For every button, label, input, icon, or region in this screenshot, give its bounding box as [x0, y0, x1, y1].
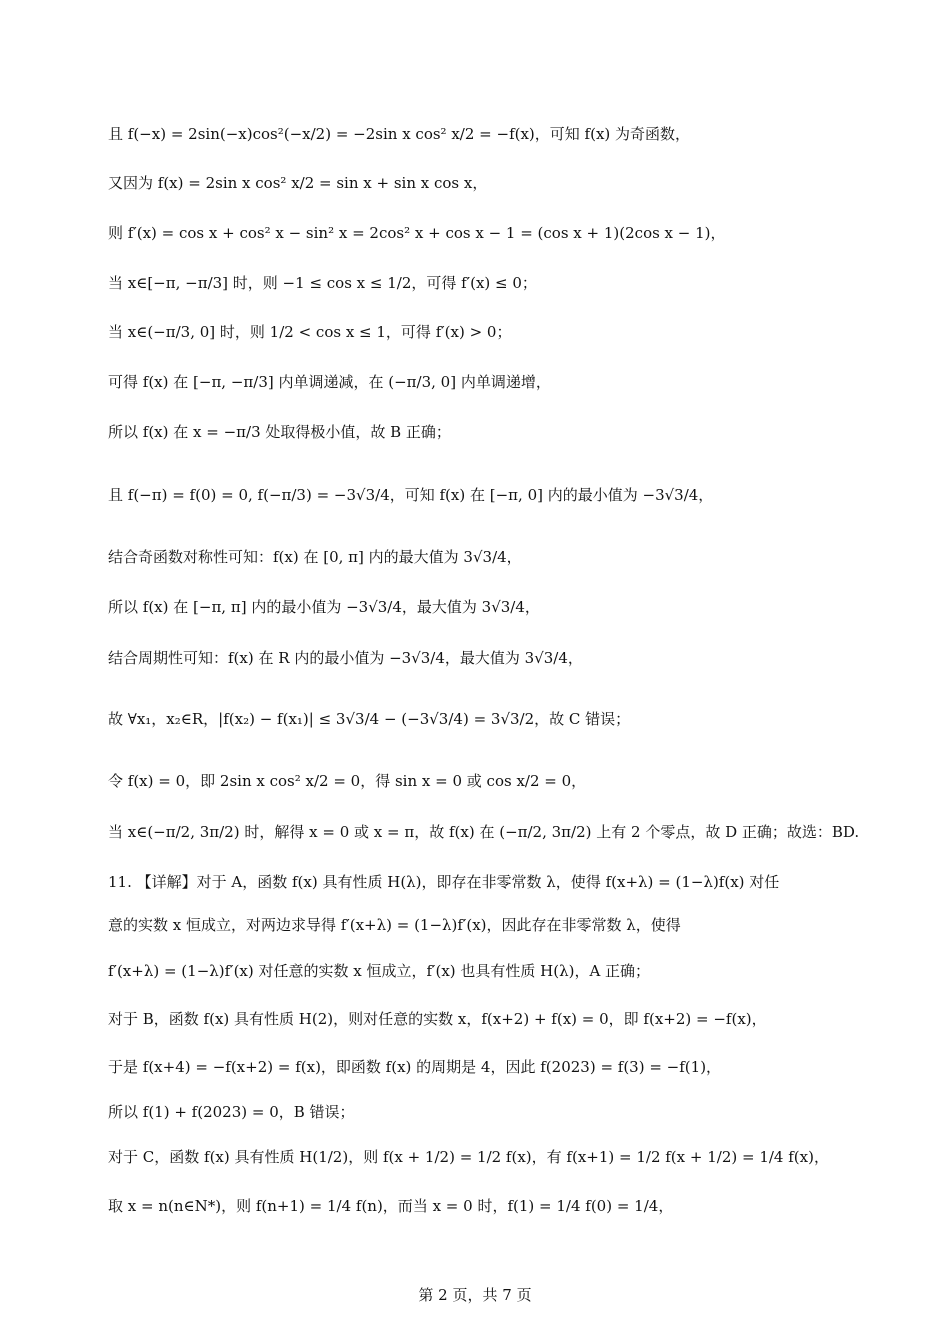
text-line: f′(x+λ) = (1−λ)f′(x) 对任意的实数 x 恒成立，f′(x) 也具有性质 H(λ)，A 正确；: [108, 962, 651, 980]
text-line: 对于 B，函数 f(x) 具有性质 H(2)，则对任意的实数 x，f(x+2) + f(x) = 0，即 f(x+2) = −f(x)，: [108, 1010, 767, 1028]
text-line: 对于 C，函数 f(x) 具有性质 H(1/2)，则 f(x + 1/2) = 1/2 f(x)，有 f(x+1) = 1/2 f(x + 1/2) = 1/4 f(x)，: [108, 1148, 829, 1166]
text-line: 故 ∀x₁，x₂∈R，|f(x₂) − f(x₁)| ≤ 3√3/4 − (−3√3/4) = 3√3/2，故 C 错误；: [108, 710, 631, 728]
text-line: 令 f(x) = 0，即 2sin x cos² x/2 = 0，得 sin x = 0 或 cos x/2 = 0，: [108, 772, 587, 790]
text-line: 所以 f(1) + f(2023) = 0，B 错误；: [108, 1103, 355, 1121]
text-line: 结合奇函数对称性可知：f(x) 在 [0, π] 内的最大值为 3√3/4，: [108, 548, 522, 566]
page-footer: 第 2 页，共 7 页: [418, 1286, 532, 1304]
text-line: 又因为 f(x) = 2sin x cos² x/2 = sin x + sin x cos x，: [108, 174, 488, 192]
text-line: 结合周期性可知：f(x) 在 R 内的最小值为 −3√3/4，最大值为 3√3/4，: [108, 649, 583, 667]
text-line: 且 f(−x) = 2sin(−x)cos²(−x/2) = −2sin x cos² x/2 = −f(x)，可知 f(x) 为奇函数，: [108, 125, 691, 143]
text-line: 11. 【详解】对于 A，函数 f(x) 具有性质 H(λ)，即存在非零常数 λ，使得 f(x+λ) = (1−λ)f(x) 对任: [108, 873, 780, 891]
text-line: 当 x∈(−π/2, 3π/2) 时，解得 x = 0 或 x = π，故 f(x) 在 (−π/2, 3π/2) 上有 2 个零点，故 D 正确；故选：BD.: [108, 823, 860, 841]
text-line: 于是 f(x+4) = −f(x+2) = f(x)，即函数 f(x) 的周期是 4，因此 f(2023) = f(3) = −f(1)，: [108, 1058, 722, 1076]
text-line: 当 x∈[−π, −π/3] 时，则 −1 ≤ cos x ≤ 1/2，可得 f′(x) ≤ 0；: [108, 274, 537, 292]
text-line: 所以 f(x) 在 x = −π/3 处取得极小值，故 B 正确；: [108, 423, 451, 441]
text-line: 意的实数 x 恒成立，对两边求导得 f′(x+λ) = (1−λ)f′(x)，因此存在非零常数 λ，使得: [108, 916, 681, 934]
text-line: 则 f′(x) = cos x + cos² x − sin² x = 2cos² x + cos x − 1 = (cos x + 1)(2cos x − 1)，: [108, 224, 726, 242]
text-line: 当 x∈(−π/3, 0] 时，则 1/2 < cos x ≤ 1，可得 f′(x) > 0；: [108, 323, 512, 341]
text-line: 所以 f(x) 在 [−π, π] 内的最小值为 −3√3/4，最大值为 3√3/4，: [108, 598, 540, 616]
text-line: 取 x = n(n∈N*)，则 f(n+1) = 1/4 f(n)，而当 x = 0 时，f(1) = 1/4 f(0) = 1/4，: [108, 1197, 674, 1215]
text-line: 可得 f(x) 在 [−π, −π/3] 内单调递减，在 (−π/3, 0] 内单调递增，: [108, 373, 551, 391]
text-line: 且 f(−π) = f(0) = 0, f(−π/3) = −3√3/4，可知 f(x) 在 [−π, 0] 内的最小值为 −3√3/4，: [108, 486, 714, 504]
